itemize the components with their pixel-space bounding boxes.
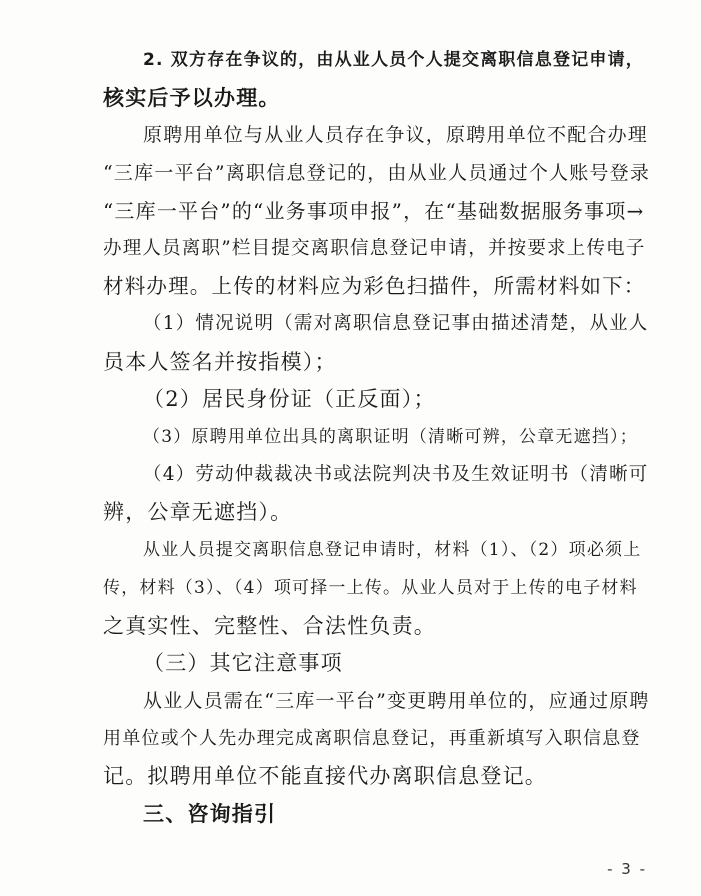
section-heading-consultation: 三、咨询指引 [143,802,277,826]
page-number: - 3 - [607,860,647,878]
list-item-1-line-1: （1）情况说明（需对离职信息登记事由描述清楚，从业人 [143,313,649,334]
paragraph-line: 从业人员需在“三库一平台”变更聘用单位的，应通过原聘 [143,690,650,712]
paragraph-line: 传，材料（3）、（4）项可择一上传。从业人员对于上传的电子材料 [103,578,638,598]
list-item-4-line-1: （4）劳动仲裁裁决书或法院判决书及生效证明书（清晰可 [143,464,649,485]
paragraph-line: 用单位或个人先办理完成离职信息登记，再重新填写入职信息登 [103,728,641,749]
paragraph-line: 记。拟聘用单位不能直接代办离职信息登记。 [103,764,547,788]
section-heading-notes: （三）其它注意事项 [143,651,343,675]
list-item-3: （3）原聘用单位出具的离职证明（清晰可辨，公章无遮挡）； [143,427,638,447]
paragraph-line: “三库一平台”离职信息登记的，由从业人员通过个人账号登录 [103,162,651,184]
list-item-1-line-2: 员本人签名并按指模）； [103,350,337,374]
list-item-4-line-2: 辨，公章无遮挡）。 [103,500,293,524]
heading-dispute-line-2: 核实后予以办理。 [103,86,281,110]
paragraph-line: 办理人员离职”栏目提交离职信息登记申请，并按要求上传电子 [103,238,646,259]
paragraph-line: 从业人员提交离职信息登记申请时，材料（1）、（2）项必须上 [143,540,642,560]
list-item-2: （2）居民身份证（正反面）； [143,387,436,411]
paragraph-line: “三库一平台”的“业务事项申报”，在“基础数据服务事项→ [103,199,645,223]
paragraph-line: 之真实性、完整性、合法性负责。 [103,614,436,638]
paragraph-line: 原聘用单位与从业人员存在争议，原聘用单位不配合办理 [143,124,649,146]
heading-dispute-line-1: 2. 双方存在争议的，由从业人员个人提交离职信息登记申请， [143,50,645,70]
paragraph-line: 材料办理。上传的材料应为彩色扫描件，所需材料如下： [103,274,646,298]
